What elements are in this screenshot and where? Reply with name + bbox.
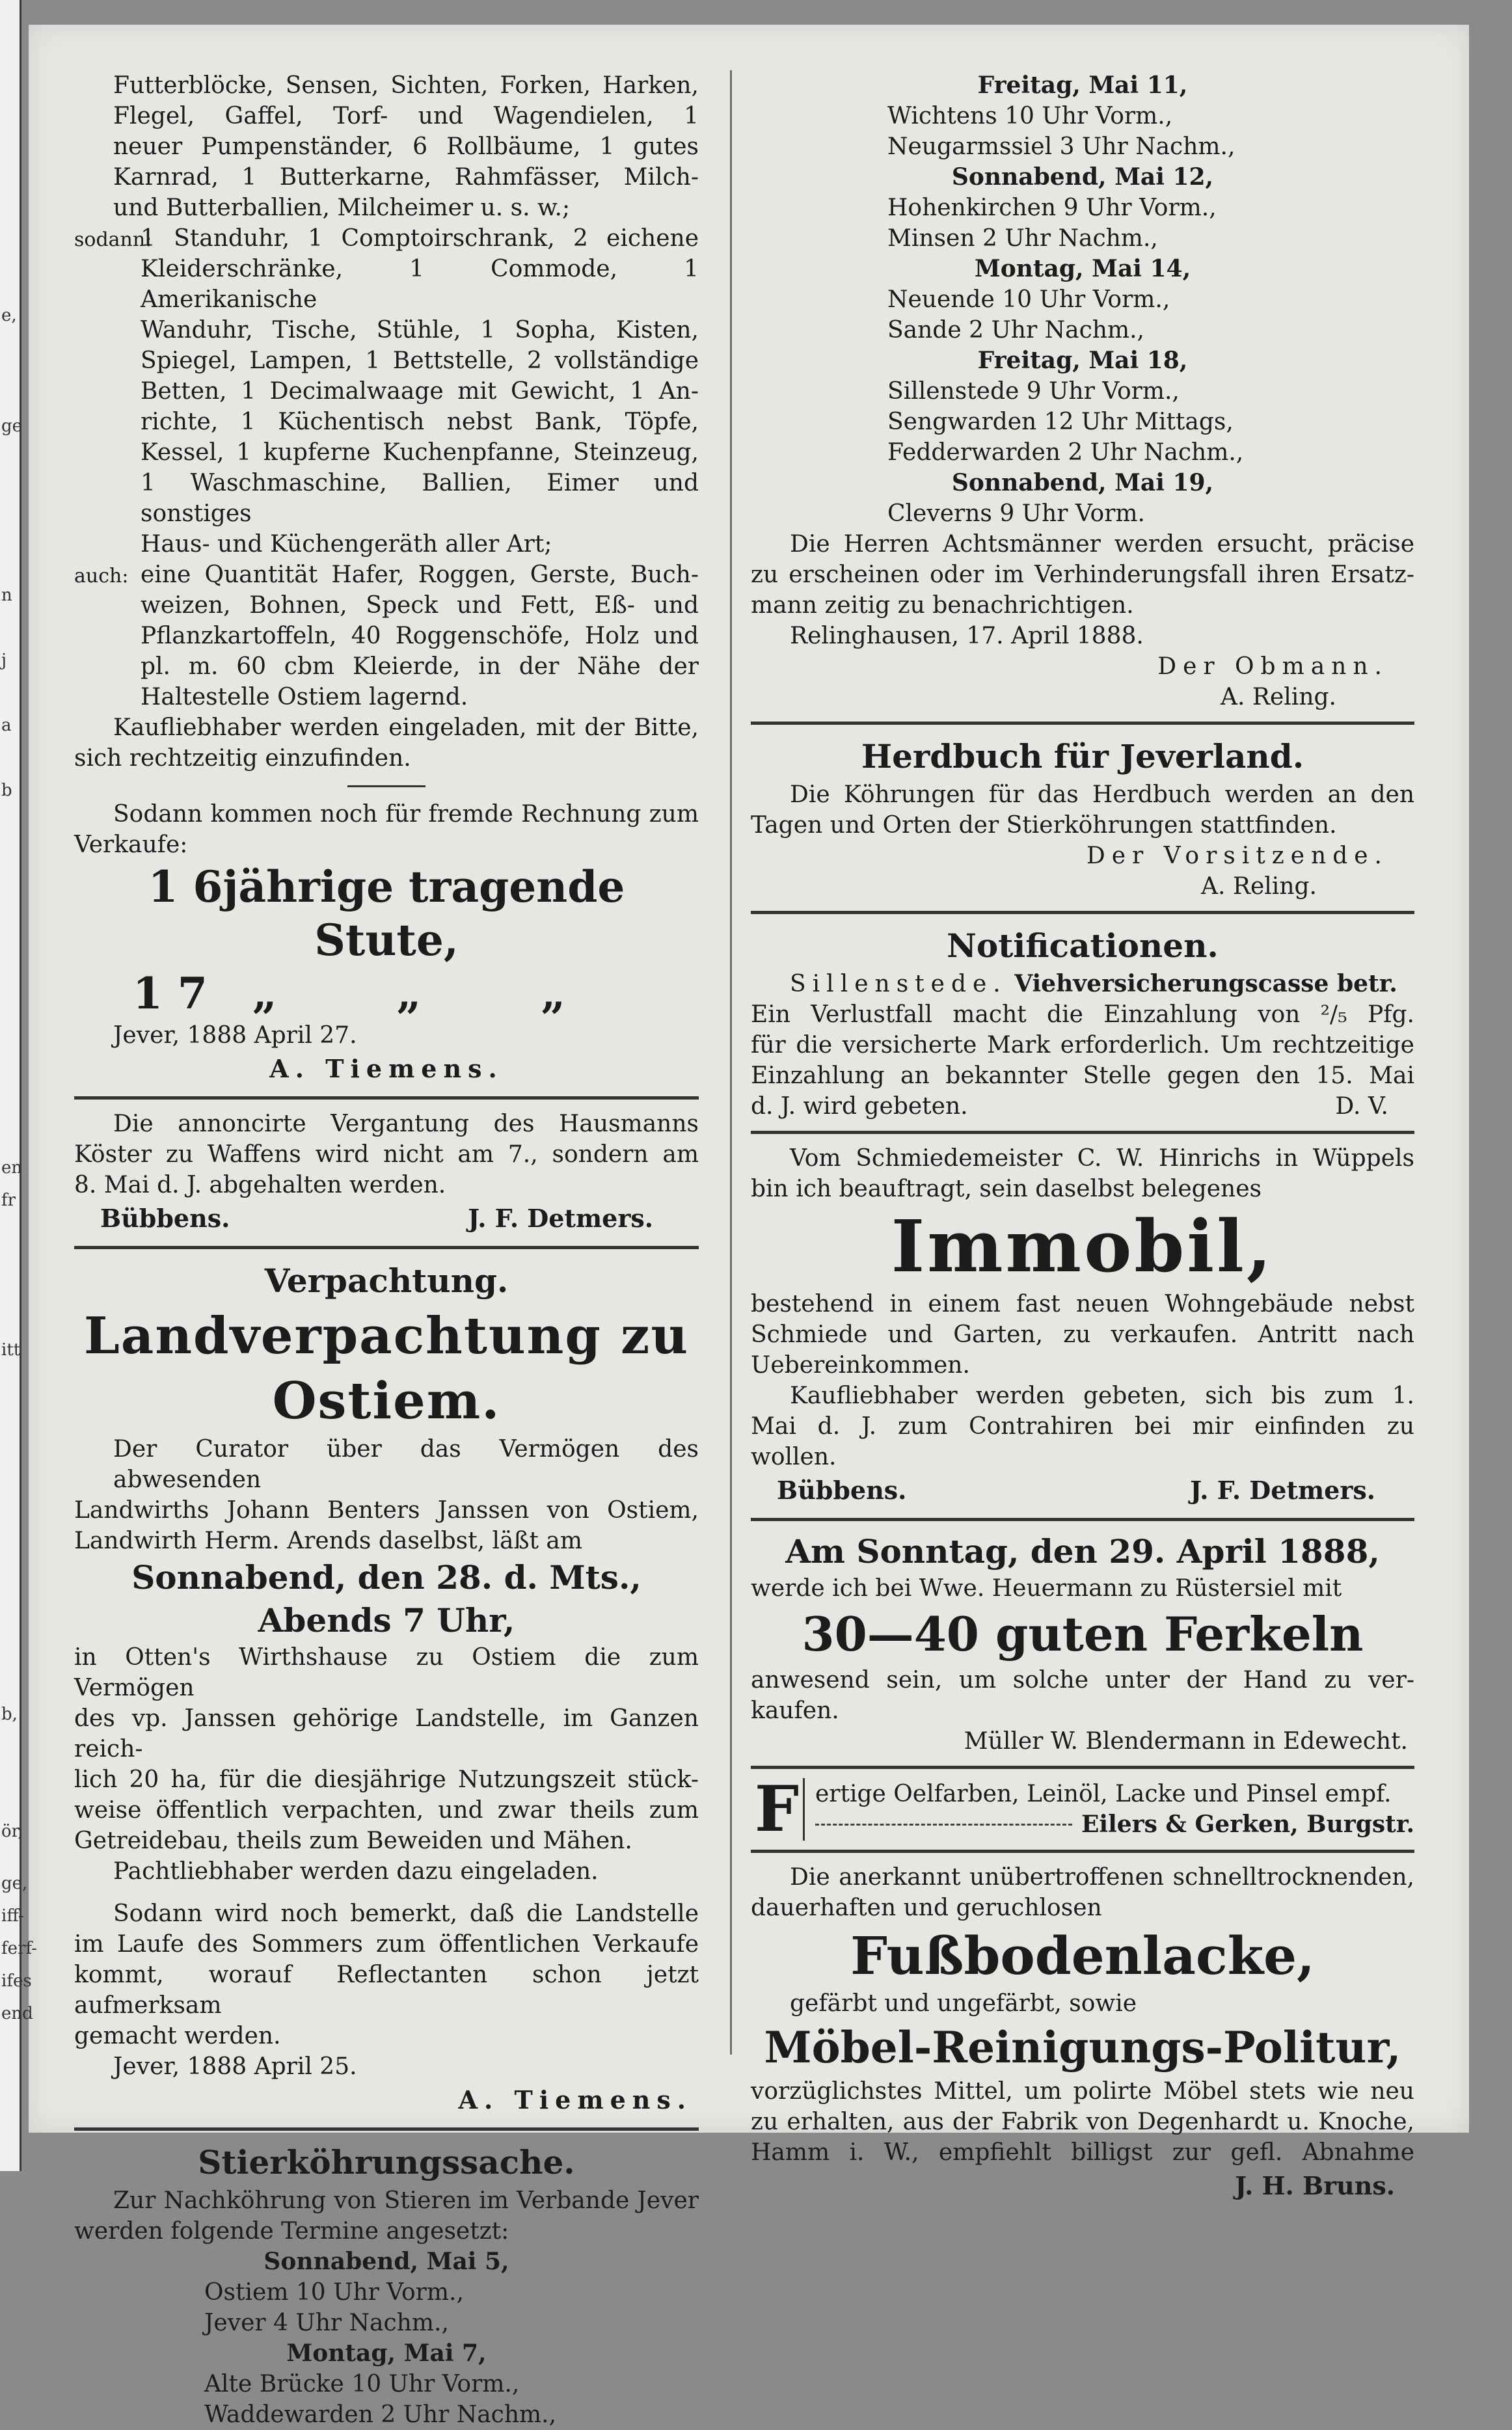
- signature-place: Bübbens.: [100, 1204, 230, 1233]
- signature-name: J. F. Detmers.: [468, 1204, 653, 1233]
- dotted-leader: [815, 1824, 1072, 1826]
- text-line: Einzahlung an bekannter Stelle gegen den 15. Mai: [751, 1062, 1414, 1089]
- text-line: zu erscheinen oder im Verhinderungsfall ihren Ersatz-: [751, 561, 1414, 588]
- fragment-text: itt: [1, 1340, 21, 1360]
- fragment-text: iff-: [1, 1906, 24, 1926]
- pig-date: Am Sonntag, den 29. April 1888,: [785, 1532, 1380, 1571]
- schedule-day: Sonnabend, Mai 19,: [951, 469, 1214, 496]
- signature-name: Müller W. Blendermann in Edewecht.: [964, 1728, 1408, 1755]
- schedule-day: Sonnabend, Mai 5,: [263, 2248, 509, 2275]
- auch-label: auch:: [74, 565, 129, 587]
- immo-signature: [751, 1472, 1414, 1509]
- date-line: Relinghausen, 17. April 1888.: [790, 623, 1144, 649]
- left-column: [74, 70, 699, 2430]
- text-line: d. J. wird gebeten.: [751, 1093, 968, 1120]
- text-line: richte, 1 Küchentisch nebst Bank, Töpfe,: [141, 409, 699, 435]
- mare-line-2: 1 7 „ „ „: [133, 968, 566, 1019]
- text-line: mann zeitig zu benachrichtigen.: [751, 592, 1134, 619]
- sodann-block: [74, 223, 699, 560]
- text-line: zu erhalten, aus der Fabrik von Degenhardt u. Knoche,: [751, 2109, 1414, 2135]
- text-line: Getreidebau, theils zum Beweiden und Mähen.: [74, 1828, 632, 1854]
- fragment-text: ifes: [1, 1971, 32, 1991]
- stier-schedule-left: [74, 2247, 699, 2430]
- fragment-text: en: [1, 1158, 23, 1178]
- text-line: Flegel, Gaffel, Torf- und Wagendielen, 1: [113, 103, 699, 129]
- schedule-item: Fedderwarden 2 Uhr Nachm.,: [887, 439, 1244, 466]
- notif-footer: [751, 1091, 1414, 1122]
- text-line: Sodann wird noch bemerkt, daß die Landstelle: [113, 1900, 699, 1927]
- schedule-day: Sonnabend, Mai 12,: [951, 163, 1214, 191]
- text-line: Kaufliebhaber werden eingeladen, mit der Bitte,: [113, 714, 699, 741]
- text-line: eine Quantität Hafer, Roggen, Gerste, Buch-: [141, 561, 699, 588]
- schedule-item: Neuende 10 Uhr Vorm.,: [887, 286, 1170, 313]
- section-rule: [751, 1766, 1414, 1769]
- text-line: in Otten's Wirthshause zu Ostiem die zum Vermögen: [74, 1644, 699, 1701]
- text-line: lich 20 ha, für die diesjährige Nutzungszeit stück-: [74, 1766, 699, 1793]
- signature-name: A. Tiemens.: [269, 1054, 504, 1083]
- lack-title: Fußbodenlacke,: [850, 1925, 1315, 1986]
- text-line: Die Köhrungen für das Herdbuch werden an den: [790, 781, 1414, 808]
- text-line: werden folgende Termine angesetzt:: [74, 2218, 509, 2245]
- text-line: bin ich beauftragt, sein daselbst belegenes: [751, 1176, 1262, 1202]
- section-rule: [751, 1518, 1414, 1521]
- initial-letter: F: [751, 1778, 805, 1841]
- schedule-item: Neugarmssiel 3 Uhr Nachm.,: [887, 133, 1235, 160]
- fragment-text: b: [1, 781, 12, 800]
- text-line: Wanduhr, Tische, Stühle, 1 Sopha, Kisten,: [141, 317, 699, 344]
- section-rule: [751, 722, 1414, 725]
- notif-heading: Notificationen.: [947, 926, 1219, 965]
- fragment-text: ge,: [1, 1874, 28, 1893]
- text-line: 1 Standuhr, 1 Comptoirschrank, 2 eichene: [141, 225, 699, 252]
- schedule-item: Alte Brücke 10 Uhr Vorm.,: [204, 2371, 520, 2397]
- text-line: Kleiderschränke, 1 Commode, 1 Amerikanische: [141, 256, 699, 313]
- fragment-text: ferf-: [1, 1939, 37, 1958]
- text-line: des vp. Janssen gehörige Landstelle, im Ganzen reich-: [74, 1705, 699, 1762]
- text-line: und Butterballien, Milcheimer u. s. w.;: [113, 195, 571, 221]
- text-line: Zur Nachköhrung von Stieren im Verbande Jever: [113, 2187, 699, 2214]
- schedule-day: Freitag, Mai 11,: [977, 72, 1188, 99]
- signature-name: J. H. Bruns.: [1235, 2171, 1395, 2200]
- paint-ad: [751, 1772, 1414, 1846]
- signature-name: Eilers & Gerken, Burgstr.: [1081, 1811, 1414, 1838]
- text-line: gefärbt und ungefärbt, sowie: [790, 1990, 1137, 2017]
- text-line: Die annoncirte Vergantung des Hausmanns: [113, 1111, 699, 1137]
- fragment-text: a: [1, 716, 12, 735]
- signature: [74, 2082, 699, 2118]
- signature-name: A. Tiemens.: [458, 2085, 692, 2114]
- schedule-item: Hohenkirchen 9 Uhr Vorm.,: [887, 195, 1217, 221]
- text-line: Mai d. J. zum Contrahiren bei mir einfinden zu: [751, 1413, 1414, 1440]
- fragment-text: ge: [1, 416, 23, 436]
- fragment-text: n: [1, 586, 12, 605]
- stier-heading: Stierköhrungssache.: [198, 2143, 575, 2181]
- text-line: vorzüglichstes Mittel, um polirte Möbel stets wie neu: [751, 2078, 1414, 2105]
- text-line: Spiegel, Lampen, 1 Bettstelle, 2 vollständige: [141, 347, 699, 374]
- column-divider: [730, 70, 732, 2055]
- signature-name: D. V.: [1335, 1093, 1388, 1120]
- lease-title: Landverpachtung zu Ostiem.: [83, 1306, 690, 1431]
- text-line: kaufen.: [751, 1697, 839, 1724]
- section-rule: [751, 1131, 1414, 1134]
- text-line: Tagen und Orten der Stierköhrungen stattfinden.: [751, 812, 1337, 839]
- text-line: Pflanzkartoffeln, 40 Roggenschöfe, Holz und: [141, 623, 699, 649]
- immo-title: Immobil,: [891, 1204, 1275, 1288]
- text-line: Haltestelle Ostiem lagernd.: [141, 684, 468, 710]
- text-line: Karnrad, 1 Butterkarne, Rahmfässer, Milch-: [113, 164, 699, 191]
- text-line: pl. m. 60 cbm Kleierde, in der Nähe der: [141, 653, 699, 680]
- text-line: Die Herren Achtsmänner werden ersucht, präcise: [790, 531, 1414, 558]
- lease-time: Abends 7 Uhr,: [258, 1601, 515, 1640]
- text-line: Landwirth Herm. Arends daselbst, läßt am: [74, 1528, 583, 1554]
- schedule-item: Ostiem 10 Uhr Vorm.,: [204, 2279, 464, 2306]
- notif-subhead: [751, 969, 1414, 999]
- text-line: im Laufe des Sommers zum öffentlichen Verkaufe: [74, 1931, 699, 1958]
- fragment-text: b,: [1, 1705, 18, 1724]
- text-line: für die versicherte Mark erforderlich. Um rechtzeitige: [751, 1032, 1414, 1059]
- text-line: kommt, worauf Reflectanten schon jetzt aufmerksam: [74, 1962, 699, 2019]
- adjacent-page-edge: [0, 0, 21, 2171]
- section-rule: [751, 911, 1414, 914]
- notif-org: Viehversicherungscasse betr.: [1014, 970, 1397, 997]
- date-line: Jever, 1888 April 25.: [113, 2053, 357, 2080]
- section-rule: [74, 1096, 699, 1100]
- schedule-item: Minsen 2 Uhr Nachm.,: [887, 225, 1158, 252]
- schedule-item: Sengwarden 12 Uhr Mittags,: [887, 409, 1234, 435]
- text-line: bestehend in einem fast neuen Wohngebäude nebst: [751, 1291, 1414, 1317]
- text-line: Pachtliebhaber werden dazu eingeladen.: [113, 1858, 599, 1885]
- auction-signature: [74, 1200, 699, 1237]
- text-line: Kessel, 1 kupferne Kuchenpfanne, Steinzeug,: [141, 439, 699, 466]
- signature-name: A. Reling.: [1201, 873, 1317, 900]
- schedule-item: Sillenstede 9 Uhr Vorm.,: [887, 378, 1180, 405]
- signature-place: Bübbens.: [777, 1476, 907, 1505]
- text-line: dauerhaften und geruchlosen: [751, 1895, 1102, 1921]
- politur-title: Möbel-Reinigungs-Politur,: [764, 2022, 1401, 2073]
- signature-name: J. F. Detmers.: [1190, 1476, 1375, 1505]
- signature-name: A. Reling.: [1221, 684, 1336, 710]
- text-line: 8. Mai d. J. abgehalten werden.: [74, 1172, 446, 1198]
- schedule-item: Waddewarden 2 Uhr Nachm.,: [204, 2401, 557, 2428]
- fragment-text: e,: [1, 306, 17, 325]
- text-line: gemacht werden.: [74, 2023, 281, 2049]
- sale-intro: [74, 70, 699, 223]
- herd-heading: Herdbuch für Jeverland.: [861, 737, 1304, 776]
- text-line: Hamm i. W., empfiehlt billigst zur gefl. Abnahme: [751, 2139, 1414, 2166]
- newspaper-page: [29, 25, 1469, 2428]
- fragment-text: fr: [1, 1191, 16, 1210]
- text-line: Sodann kommen noch für fremde Rechnung zum: [113, 801, 699, 828]
- schedule-day: Freitag, Mai 18,: [977, 347, 1188, 374]
- schedule-day: Montag, Mai 7,: [286, 2340, 487, 2367]
- text-line: Ein Verlustfall macht die Einzahlung von ²/₅ Pfg.: [751, 1001, 1414, 1028]
- right-column: [751, 70, 1414, 2204]
- text-line: Betten, 1 Decimalwaage mit Gewicht, 1 An-: [141, 378, 699, 405]
- text-line: Uebereinkommen.: [751, 1352, 970, 1379]
- pig-title: 30—40 guten Ferkeln: [802, 1606, 1364, 1662]
- signature: [751, 2168, 1414, 2204]
- signature-title: Der Vorsitzende.: [1086, 843, 1388, 869]
- schedule-day: Montag, Mai 14,: [974, 255, 1191, 282]
- fragment-text: j: [1, 651, 7, 670]
- text-line: Vom Schmiedemeister C. W. Hinrichs in Wüppels: [790, 1145, 1414, 1172]
- lease-heading: Verpachtung.: [264, 1262, 509, 1300]
- text-line: Futterblöcke, Sensen, Sichten, Forken, Harken,: [113, 72, 699, 99]
- notif-place: Sillenstede.: [790, 971, 1007, 997]
- schedule-item: Jever 4 Uhr Nachm.,: [204, 2310, 449, 2336]
- short-rule: [347, 785, 425, 787]
- text-line: Landwirths Johann Benters Janssen von Ostiem,: [74, 1497, 699, 1524]
- sodann-label: sodann:: [74, 228, 152, 251]
- text-line: Köster zu Waffens wird nicht am 7., sondern am: [74, 1141, 699, 1168]
- section-rule: [74, 2127, 699, 2131]
- text-line: anwesend sein, um solche unter der Hand zu ver-: [751, 1667, 1414, 1694]
- lease-date: Sonnabend, den 28. d. Mts.,: [131, 1558, 641, 1597]
- text-line: 1 Waschmaschine, Ballien, Eimer und sonstiges: [141, 470, 699, 527]
- mare-line-1: 1 6jährige tragende Stute,: [148, 861, 625, 965]
- date-line: Jever, 1888 April 27.: [113, 1022, 357, 1049]
- text-line: Die anerkannt unübertroffenen schnelltrocknenden,: [790, 1864, 1414, 1891]
- fragment-text: ör,: [1, 1822, 23, 1841]
- section-rule: [74, 1246, 699, 1249]
- text-line: sich rechtzeitig einzufinden.: [74, 745, 411, 772]
- text-line: Der Curator über das Vermögen des abwesenden: [113, 1436, 699, 1493]
- text-line: Kaufliebhaber werden gebeten, sich bis zum 1.: [790, 1383, 1414, 1409]
- schedule-item: Sande 2 Uhr Nachm.,: [887, 317, 1144, 344]
- fragment-text: end: [1, 2004, 33, 2023]
- auch-block: [74, 560, 699, 712]
- text-line: weise öffentlich verpachten, und zwar theils zum: [74, 1797, 699, 1824]
- schedule-item: Wichtens 10 Uhr Vorm.,: [887, 103, 1173, 129]
- text-line: werde ich bei Wwe. Heuermann zu Rüstersiel mit: [751, 1575, 1342, 1602]
- signature: [74, 1051, 699, 1087]
- stier-schedule-right: [751, 70, 1414, 529]
- schedule-item: Cleverns 9 Uhr Vorm.: [887, 500, 1145, 527]
- text-line: neuer Pumpenständer, 6 Rollbäume, 1 gutes: [113, 133, 699, 160]
- text-line: Verkaufe:: [74, 831, 188, 858]
- text-line: wollen.: [751, 1444, 837, 1470]
- text-line: Haus- und Küchengeräth aller Art;: [141, 531, 552, 558]
- text-line: Schmiede und Garten, zu verkaufen. Antritt nach: [751, 1321, 1414, 1348]
- signature-title: Der Obmann.: [1157, 653, 1388, 680]
- text-line: ertige Oelfarben, Leinöl, Lacke und Pinsel empf.: [815, 1781, 1392, 1807]
- section-rule: [751, 1850, 1414, 1853]
- text-line: weizen, Bohnen, Speck und Fett, Eß- und: [141, 592, 699, 619]
